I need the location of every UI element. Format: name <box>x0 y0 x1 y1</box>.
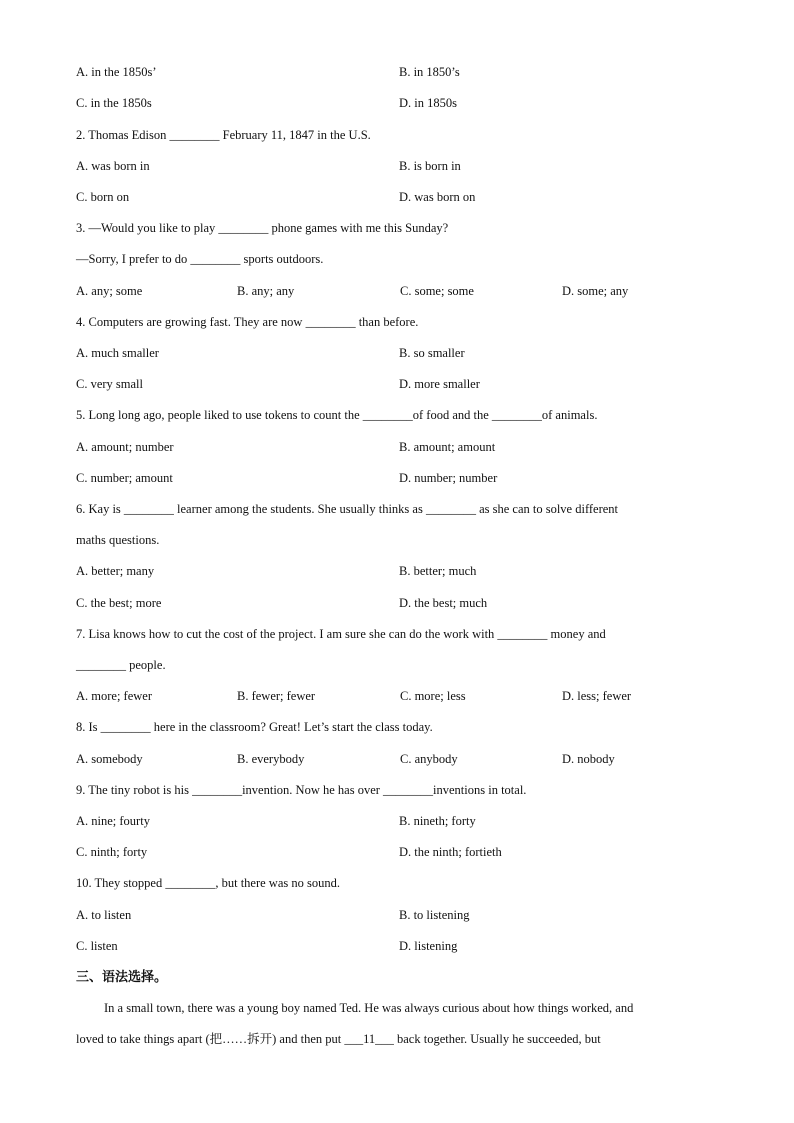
q4-stem: 4. Computers are growing fast. They are now ________ than before. <box>76 315 419 329</box>
q5-option-b: B. amount; amount <box>399 440 496 454</box>
q8-option-c: C. anybody <box>400 752 458 766</box>
q1-option-d: D. in 1850s <box>399 96 457 110</box>
q10-option-d: D. listening <box>399 939 458 953</box>
passage-line-2: loved to take things apart (把……拆开) and then put ___11___ back together. Usually he succeeded, but <box>76 1032 601 1046</box>
q6-stem-line2: maths questions. <box>76 533 160 547</box>
q10-stem: 10. They stopped ________, but there was no sound. <box>76 876 340 890</box>
q2-option-d: D. was born on <box>399 190 476 204</box>
q7-stem-line1: 7. Lisa knows how to cut the cost of the project. I am sure she can do the work with ________ money and <box>76 627 606 641</box>
q4-option-a: A. much smaller <box>76 346 159 360</box>
q6-option-c: C. the best; more <box>76 596 162 610</box>
q9-stem: 9. The tiny robot is his ________invention. Now he has over ________inventions in total. <box>76 783 527 797</box>
q7-option-a: A. more; fewer <box>76 689 153 703</box>
q4-option-d: D. more smaller <box>399 377 480 391</box>
q2-stem: 2. Thomas Edison ________ February 11, 1847 in the U.S. <box>76 128 371 142</box>
q6-option-a: A. better; many <box>76 564 155 578</box>
q5-stem: 5. Long long ago, people liked to use tokens to count the ________of food and the ________of animals. <box>76 408 598 422</box>
q7-option-d: D. less; fewer <box>562 689 632 703</box>
q5-option-c: C. number; amount <box>76 471 173 485</box>
q7-option-b: B. fewer; fewer <box>237 689 316 703</box>
q10-option-a: A. to listen <box>76 908 132 922</box>
q3-stem-line2: —Sorry, I prefer to do ________ sports outdoors. <box>76 252 324 266</box>
q6-stem-line1: 6. Kay is ________ learner among the students. She usually thinks as ________ as she can to solve different <box>76 502 619 516</box>
q4-option-b: B. so smaller <box>399 346 465 360</box>
q8-option-b: B. everybody <box>237 752 305 766</box>
q6-option-b: B. better; much <box>399 564 477 578</box>
q8-option-d: D. nobody <box>562 752 615 766</box>
q3-option-d: D. some; any <box>562 284 629 298</box>
q2-option-a: A. was born in <box>76 159 150 173</box>
q5-option-a: A. amount; number <box>76 440 174 454</box>
q4-option-c: C. very small <box>76 377 144 391</box>
q1-option-a: A. in the 1850s’ <box>76 65 157 79</box>
q7-stem-line2: ________ people. <box>76 658 166 672</box>
q8-stem: 8. Is ________ here in the classroom? Great! Let’s start the class today. <box>76 720 433 734</box>
q10-option-b: B. to listening <box>399 908 470 922</box>
q9-option-b: B. nineth; forty <box>399 814 476 828</box>
q3-option-c: C. some; some <box>400 284 474 298</box>
passage-line-1: In a small town, there was a young boy named Ted. He was always curious about how things worked, and <box>104 1001 634 1015</box>
q9-option-a: A. nine; fourty <box>76 814 150 828</box>
q2-option-b: B. is born in <box>399 159 461 173</box>
q3-option-a: A. any; some <box>76 284 143 298</box>
q9-option-d: D. the ninth; fortieth <box>399 845 502 859</box>
q1-option-b: B. in 1850’s <box>399 65 460 79</box>
q8-option-a: A. somebody <box>76 752 143 766</box>
q1-option-c: C. in the 1850s <box>76 96 152 110</box>
q5-option-d: D. number; number <box>399 471 498 485</box>
q10-option-c: C. listen <box>76 939 118 953</box>
q9-option-c: C. ninth; forty <box>76 845 148 859</box>
q2-option-c: C. born on <box>76 190 130 204</box>
q6-option-d: D. the best; much <box>399 596 488 610</box>
q7-option-c: C. more; less <box>400 689 466 703</box>
q3-option-b: B. any; any <box>237 284 295 298</box>
section-heading: 三、语法选择。 <box>76 970 168 985</box>
q3-stem-line1: 3. —Would you like to play ________ phone games with me this Sunday? <box>76 221 449 235</box>
